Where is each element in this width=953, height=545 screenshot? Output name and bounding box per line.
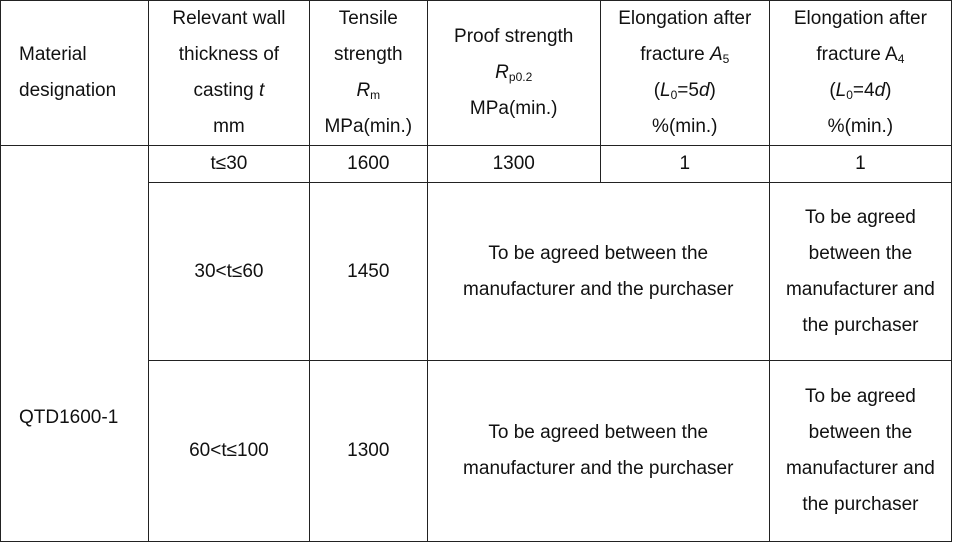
header-wall-symbol-t: t — [259, 80, 265, 101]
header-a4-l-sub: 0 — [846, 88, 853, 102]
table-row — [1, 146, 952, 183]
header-a5-d: d — [698, 80, 710, 101]
header-a5-paren-close: ) — [709, 80, 716, 101]
header-a5-line-2 — [607, 37, 763, 73]
header-a4-paren-close: ) — [885, 80, 892, 101]
header-a5-eq: =5 — [677, 80, 699, 101]
elongation-a4-cell: 1 — [769, 146, 951, 183]
header-a4-symbol-sub: 4 — [897, 52, 905, 66]
header-wall-line-3 — [155, 73, 303, 109]
header-a4-unit: %(min.) — [827, 116, 894, 137]
header-a5-l-sub: 0 — [670, 88, 678, 102]
header-tensile-strength — [309, 1, 427, 146]
header-tensile-symbol-sub: m — [370, 88, 381, 102]
agreement-merged-cell: To be agreed between the manufacturer and the purchaser — [427, 183, 769, 361]
header-tensile-line-1: Tensile — [338, 8, 398, 29]
header-proof-symbol-r: R — [495, 62, 509, 83]
header-a4-line-2 — [776, 37, 945, 73]
header-a4-line-1: Elongation after — [793, 8, 927, 29]
thickness-cell: 60<t≤100 — [148, 361, 309, 542]
header-a5-unit: %(min.) — [652, 116, 718, 137]
thickness-cell: 30<t≤60 — [148, 183, 309, 361]
header-a5-line-1: Elongation after — [618, 8, 752, 29]
header-row — [1, 1, 952, 146]
header-elongation-a4 — [769, 1, 951, 146]
tensile-cell: 1450 — [309, 183, 427, 361]
elongation-a5-cell: 1 — [600, 146, 769, 183]
header-tensile-symbol-r: R — [356, 80, 371, 101]
header-a5-fracture: fracture — [640, 44, 710, 65]
header-wall-thickness — [148, 1, 309, 146]
tensile-cell: 1300 — [309, 361, 427, 542]
header-proof-line-1: Proof strength — [454, 26, 574, 47]
agreement-merged-cell: To be agreed between the manufacturer and the purchaser — [427, 361, 769, 542]
tensile-cell: 1600 — [309, 146, 427, 183]
header-a4-d: d — [874, 80, 886, 101]
header-wall-line-2: thickness of — [178, 44, 280, 65]
header-material-line-1: Material — [19, 44, 87, 65]
header-a5-symbol-a: A — [709, 44, 723, 65]
header-a4-eq: =4 — [852, 80, 875, 101]
proof-cell: 1300 — [427, 146, 600, 183]
header-a4-paren-open: ( — [829, 80, 836, 101]
header-elongation-a5 — [600, 1, 769, 146]
header-proof-symbol — [434, 55, 594, 91]
header-wall-casting: casting — [193, 80, 260, 101]
header-tensile-unit: MPa(min.) — [324, 116, 413, 137]
header-a4-l: L — [835, 80, 847, 101]
header-a5-paren-open: ( — [653, 80, 661, 101]
thickness-cell: t≤30 — [148, 146, 309, 183]
header-wall-unit: mm — [213, 116, 245, 137]
elongation-a4-agreement-cell: To be agreed between the manufacturer and the purchaser — [769, 183, 951, 361]
elongation-a4-agreement-cell: To be agreed between the manufacturer and the purchaser — [769, 361, 951, 542]
header-a4-fracture: fracture A — [816, 44, 898, 65]
header-tensile-symbol — [316, 73, 421, 109]
header-material-designation — [1, 1, 149, 146]
material-designation-cell: QTD1600-1 — [1, 146, 149, 542]
header-wall-line-1: Relevant wall — [172, 8, 286, 29]
header-a5-gauge — [607, 73, 763, 109]
header-proof-symbol-sub: p0.2 — [508, 70, 533, 84]
header-material-line-2: designation — [19, 80, 117, 101]
header-a5-l: L — [660, 80, 671, 101]
header-proof-unit: MPa(min.) — [469, 98, 558, 119]
header-tensile-line-2: strength — [333, 44, 403, 65]
header-a5-symbol-sub: 5 — [722, 52, 730, 66]
header-proof-strength — [427, 1, 600, 146]
header-a4-gauge — [776, 73, 945, 109]
